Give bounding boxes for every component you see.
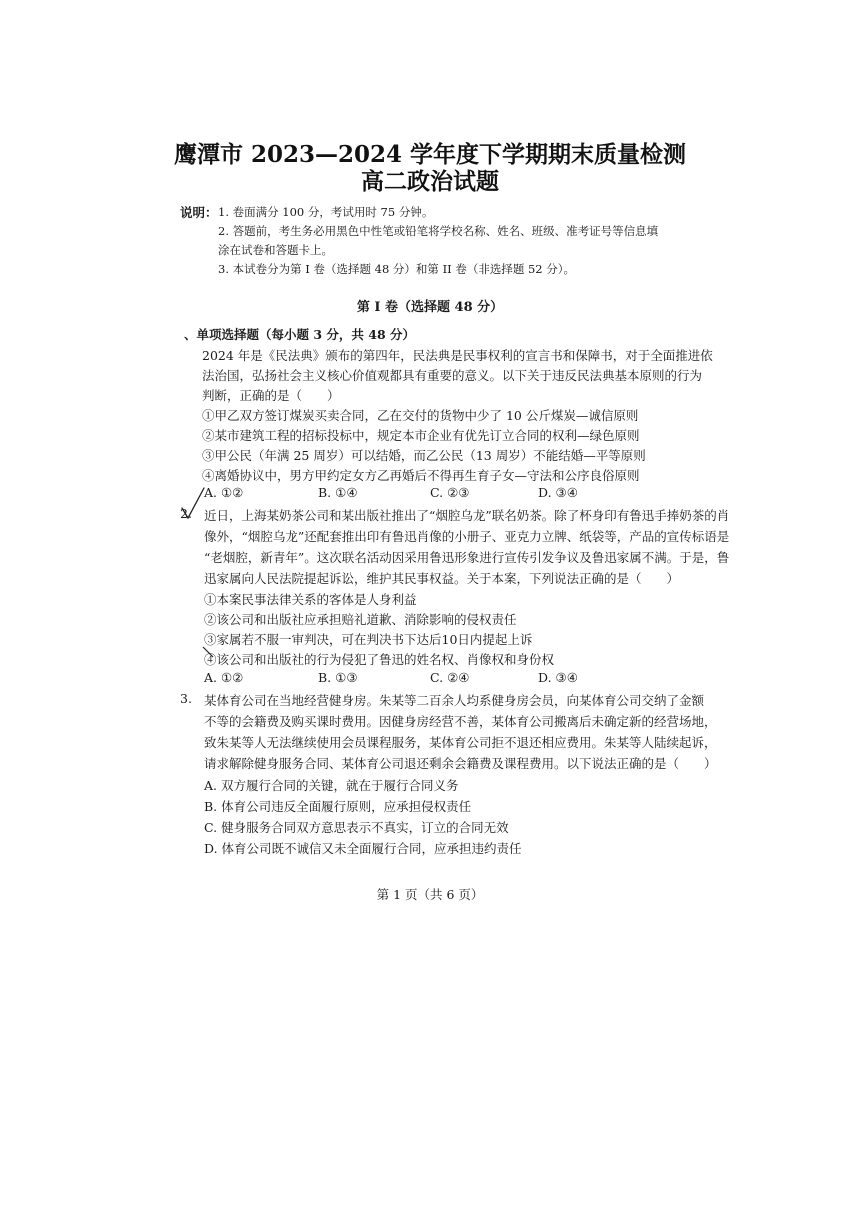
instructions-label: 说明： xyxy=(180,205,218,220)
section-title: 第 I 卷（选择题 48 分） xyxy=(356,300,504,315)
q2-number: 2. xyxy=(180,506,192,521)
q2-option-d[interactable]: D. ③④ xyxy=(538,670,578,685)
q3-option-c[interactable]: C. 健身服务合同双方意思表示不真实，订立的合同无效 xyxy=(204,820,509,835)
q1-stem-line: 法治国，弘扬社会主义核心价值观都具有重要的意义。以下关于违反民法典基本原则的行为 xyxy=(202,368,703,383)
q2-option-c[interactable]: C. ②④ xyxy=(430,670,470,685)
q1-item: ③甲公民（年满 25 周岁）可以结婚，而乙公民（13 周岁）不能结婚—平等原则 xyxy=(202,448,646,463)
instruction-2a: 2. 答题前，考生务必用黑色中性笔或铅笔将学校名称、姓名、班级、准考证号等信息填 xyxy=(218,224,659,238)
q2-option-a[interactable]: A. ①② xyxy=(204,670,244,685)
exam-subtitle: 高二政治试题 xyxy=(361,168,499,195)
q3-option-d[interactable]: D. 体育公司既不诚信又未全面履行合同，应承担违约责任 xyxy=(204,841,522,856)
q2-stem-line: 迅家属向人民法院提起诉讼，维护其民事权益。关于本案，下列说法正确的是（ ） xyxy=(204,571,680,586)
q1-item: ④离婚协议中，男方甲约定女方乙再婚后不得再生育子女—守法和公序良俗原则 xyxy=(202,468,640,483)
q3-option-b[interactable]: B. 体育公司违反全面履行原则，应承担侵权责任 xyxy=(204,799,472,814)
q3-number: 3. xyxy=(180,691,192,706)
q2-item: ①本案民事法律关系的客体是人身利益 xyxy=(204,592,417,607)
q3-stem-line: 致朱某等人无法继续使用会员课程服务，某体育公司拒不退还相应费用。朱某等人陆续起诉， xyxy=(204,735,717,750)
q2-stem-line: “老烟腔，新青年”。这次联名活动因采用鲁迅形象进行宣传引发争议及鲁迅家属不满。于是，鲁 xyxy=(204,550,730,565)
instruction-3: 3. 本试卷分为第 I 卷（选择题 48 分）和第 II 卷（非选择题 52 分）。 xyxy=(218,262,576,276)
q1-option-a[interactable]: A. ①② xyxy=(204,485,244,500)
q1-stem-line: 判断，正确的是（ ） xyxy=(202,388,340,403)
q2-stem-line: 近日，上海某奶茶公司和某出版社推出了“烟腔乌龙”联名奶茶。除了杯身印有鲁迅手捧奶茶的肖 xyxy=(204,508,730,523)
exam-title: 鹰潭市 2023—2024 学年度下学期期末质量检测 xyxy=(173,141,687,168)
q2-stem-line: 像外，“烟腔乌龙”还配套推出印有鲁迅肖像的小册子、亚克力立牌、纸袋等，产品的宣传标语是 xyxy=(204,529,730,544)
page-footer: 第 1 页（共 6 页） xyxy=(376,887,484,902)
q1-item: ①甲乙双方签订煤炭买卖合同，乙在交付的货物中少了 10 公斤煤炭—诚信原则 xyxy=(202,408,639,423)
q3-stem-line: 某体育公司在当地经营健身房。朱某等二百余人均系健身房会员，向某体育公司交纳了金额 xyxy=(204,693,705,708)
q1-option-c[interactable]: C. ②③ xyxy=(430,485,470,500)
q1-option-d[interactable]: D. ③④ xyxy=(538,485,578,500)
q1-stem-line: 2024 年是《民法典》颁布的第四年，民法典是民事权利的宣言书和保障书，对于全面推进依 xyxy=(202,348,713,363)
q3-stem-line: 不等的会籍费及购买课时费用。因健身房经营不善，某体育公司搬离后未确定新的经营场地， xyxy=(204,714,717,729)
instruction-2b: 涂在试卷和答题卡上。 xyxy=(218,243,333,257)
q1-option-b[interactable]: B. ①④ xyxy=(318,485,358,500)
q3-stem-line: 请求解除健身服务合同、某体育公司退还剩余会籍费及课程费用。以下说法正确的是（ ） xyxy=(204,756,717,771)
q2-item: ④该公司和出版社的行为侵犯了鲁迅的姓名权、肖像权和身份权 xyxy=(204,652,555,667)
instruction-1: 1. 卷面满分 100 分，考试用时 75 分钟。 xyxy=(218,205,434,219)
q2-item: ③家属若不服一审判决，可在判决书下达后10日内提起上诉 xyxy=(204,632,533,647)
q2-item: ②该公司和出版社应承担赔礼道歉、消除影响的侵权责任 xyxy=(204,612,517,627)
q3-option-a[interactable]: A. 双方履行合同的关键，就在于履行合同义务 xyxy=(204,778,459,793)
q2-option-b[interactable]: B. ①③ xyxy=(318,670,358,685)
q1-item: ②某市建筑工程的招标投标中，规定本市企业有优先订立合同的权利—绿色原则 xyxy=(202,428,640,443)
section-heading: 、单项选择题（每小题 3 分，共 48 分） xyxy=(184,327,416,342)
